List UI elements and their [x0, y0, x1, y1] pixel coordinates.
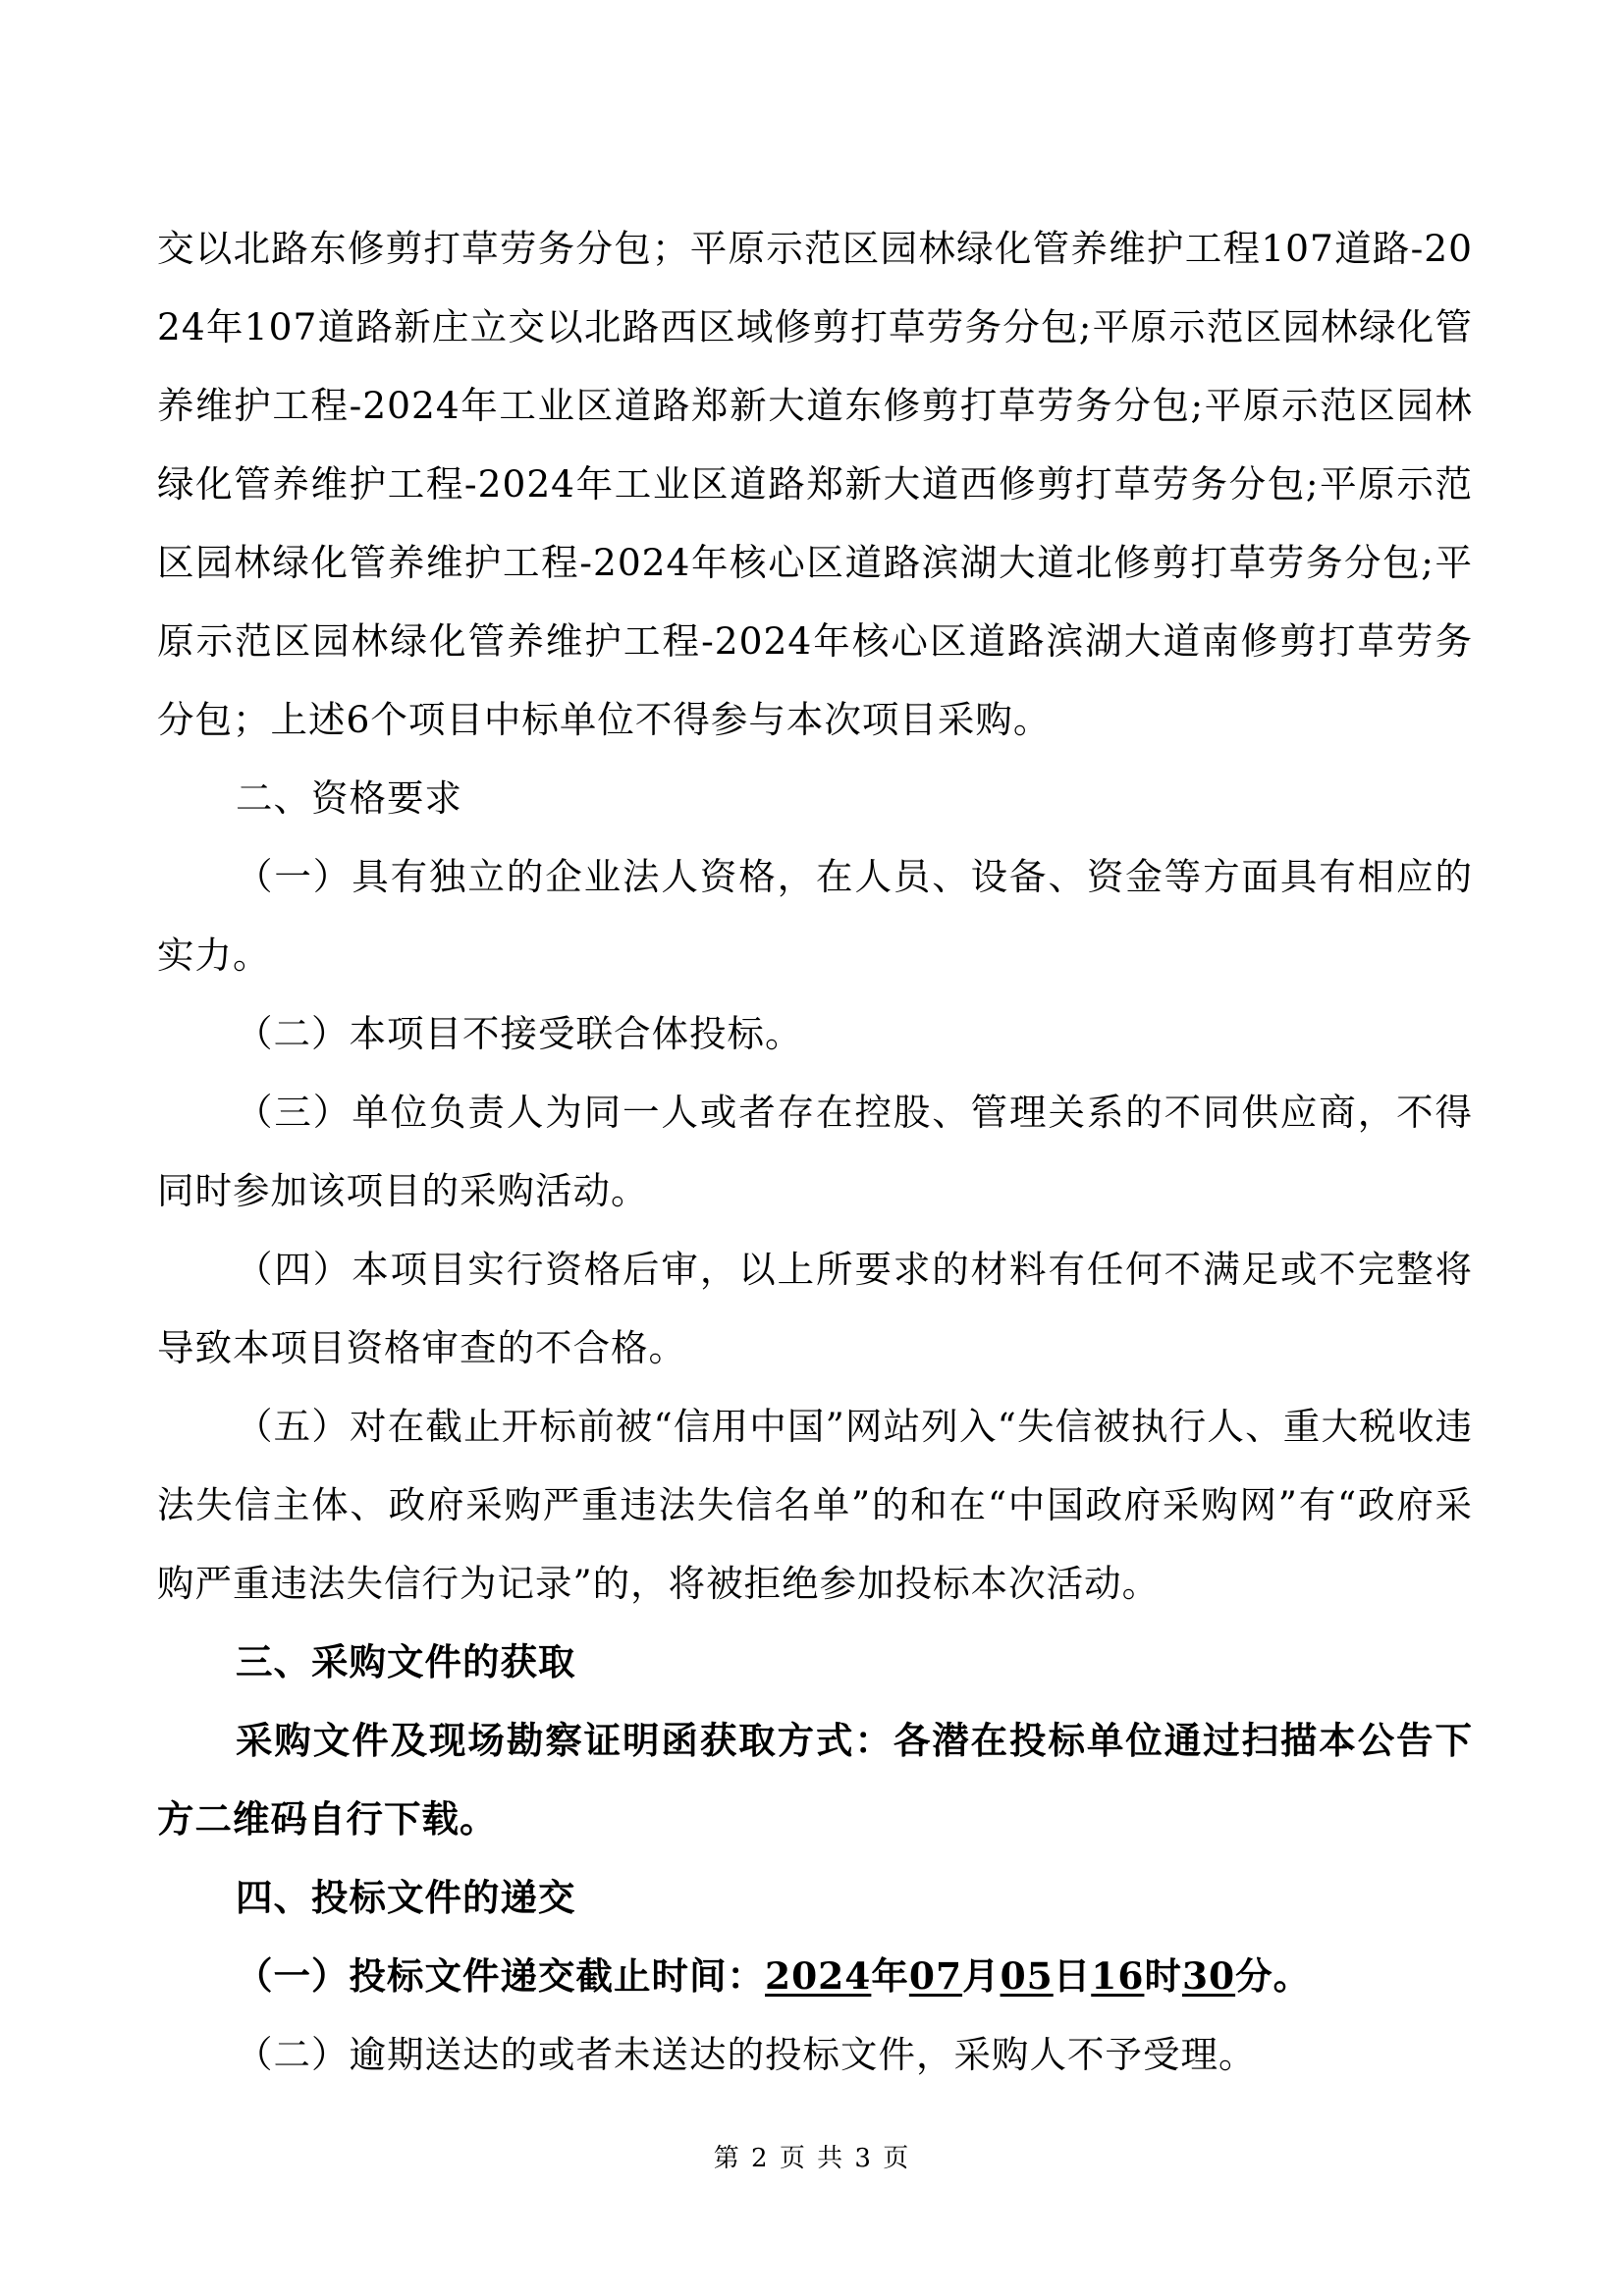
deadline-day-unit: 日	[1053, 1954, 1092, 1998]
continued-paragraph: 交以北路东修剪打草劳务分包；平原示范区园林绿化管养维护工程107道路-2024年107道路新庄立交以北路西区域修剪打草劳务分包;平原示范区园林绿化管养维护工程-2024年工业区道路郑新大道东修剪打草劳务分包;平原示范区园林绿化管养维护工程-2024年工业区道路郑新大道西修剪打草劳务分包;平原示范区园林绿化管养维护工程-2024年核心区道路滨湖大道北修剪打草劳务分包;平原示范区园林绿化管养维护工程-2024年核心区道路滨湖大道南修剪打草劳务分包；上述6个项目中标单位不得参与本次项目采购。	[157, 227, 1473, 741]
deadline-hour-unit: 时	[1144, 1954, 1182, 1998]
late-submission-paragraph: （二）逾期送达的或者未送达的投标文件，采购人不予受理。	[236, 2033, 1257, 2076]
qualification-item-3: （三）单位负责人为同一人或者存在控股、管理关系的不同供应商，不得同时参加该项目的采购活动。	[157, 1091, 1473, 1212]
deadline-year: 2024	[765, 1954, 872, 1998]
deadline-year-unit: 年	[871, 1954, 909, 1998]
page-number-footer: 第 2 页 共 3 页	[713, 2144, 911, 2173]
deadline-day: 05	[1000, 1954, 1054, 1998]
submission-deadline-paragraph	[157, 1937, 1473, 2015]
deadline-minute: 30	[1181, 1954, 1236, 1998]
deadline-prefix: （一）投标文件递交截止时间：	[236, 1954, 765, 1998]
deadline-minute-unit: 分。	[1235, 1954, 1312, 1998]
acquisition-method-paragraph: 采购文件及现场勘察证明函获取方式：各潜在投标单位通过扫描本公告下方二维码自行下载。	[157, 1719, 1473, 1841]
qualification-item-5: （五）对在截止开标前被“信用中国”网站列入“失信被执行人、重大税收违法失信主体、政府采购严重违法失信名单”的和在“中国政府采购网”有“政府采购严重违法失信行为记录”的，将被拒绝参加投标本次活动。	[157, 1405, 1473, 1605]
qualification-item-4: （四）本项目实行资格后审，以上所要求的材料有任何不满足或不完整将导致本项目资格审查的不合格。	[157, 1248, 1473, 1369]
document-body	[157, 209, 1473, 2094]
qualification-item-2: （二）本项目不接受联合体投标。	[236, 1012, 803, 1055]
qualification-item-1: （一）具有独立的企业法人资格，在人员、设备、资金等方面具有相应的实力。	[157, 855, 1473, 977]
section-heading-submission: 四、投标文件的递交	[236, 1876, 576, 1919]
deadline-month-unit: 月	[962, 1954, 1001, 1998]
deadline-month: 07	[908, 1954, 963, 1998]
deadline-hour: 16	[1091, 1954, 1145, 1998]
section-heading-qualification: 二、资格要求	[236, 776, 462, 820]
section-heading-document-acquisition: 三、采购文件的获取	[236, 1640, 576, 1683]
